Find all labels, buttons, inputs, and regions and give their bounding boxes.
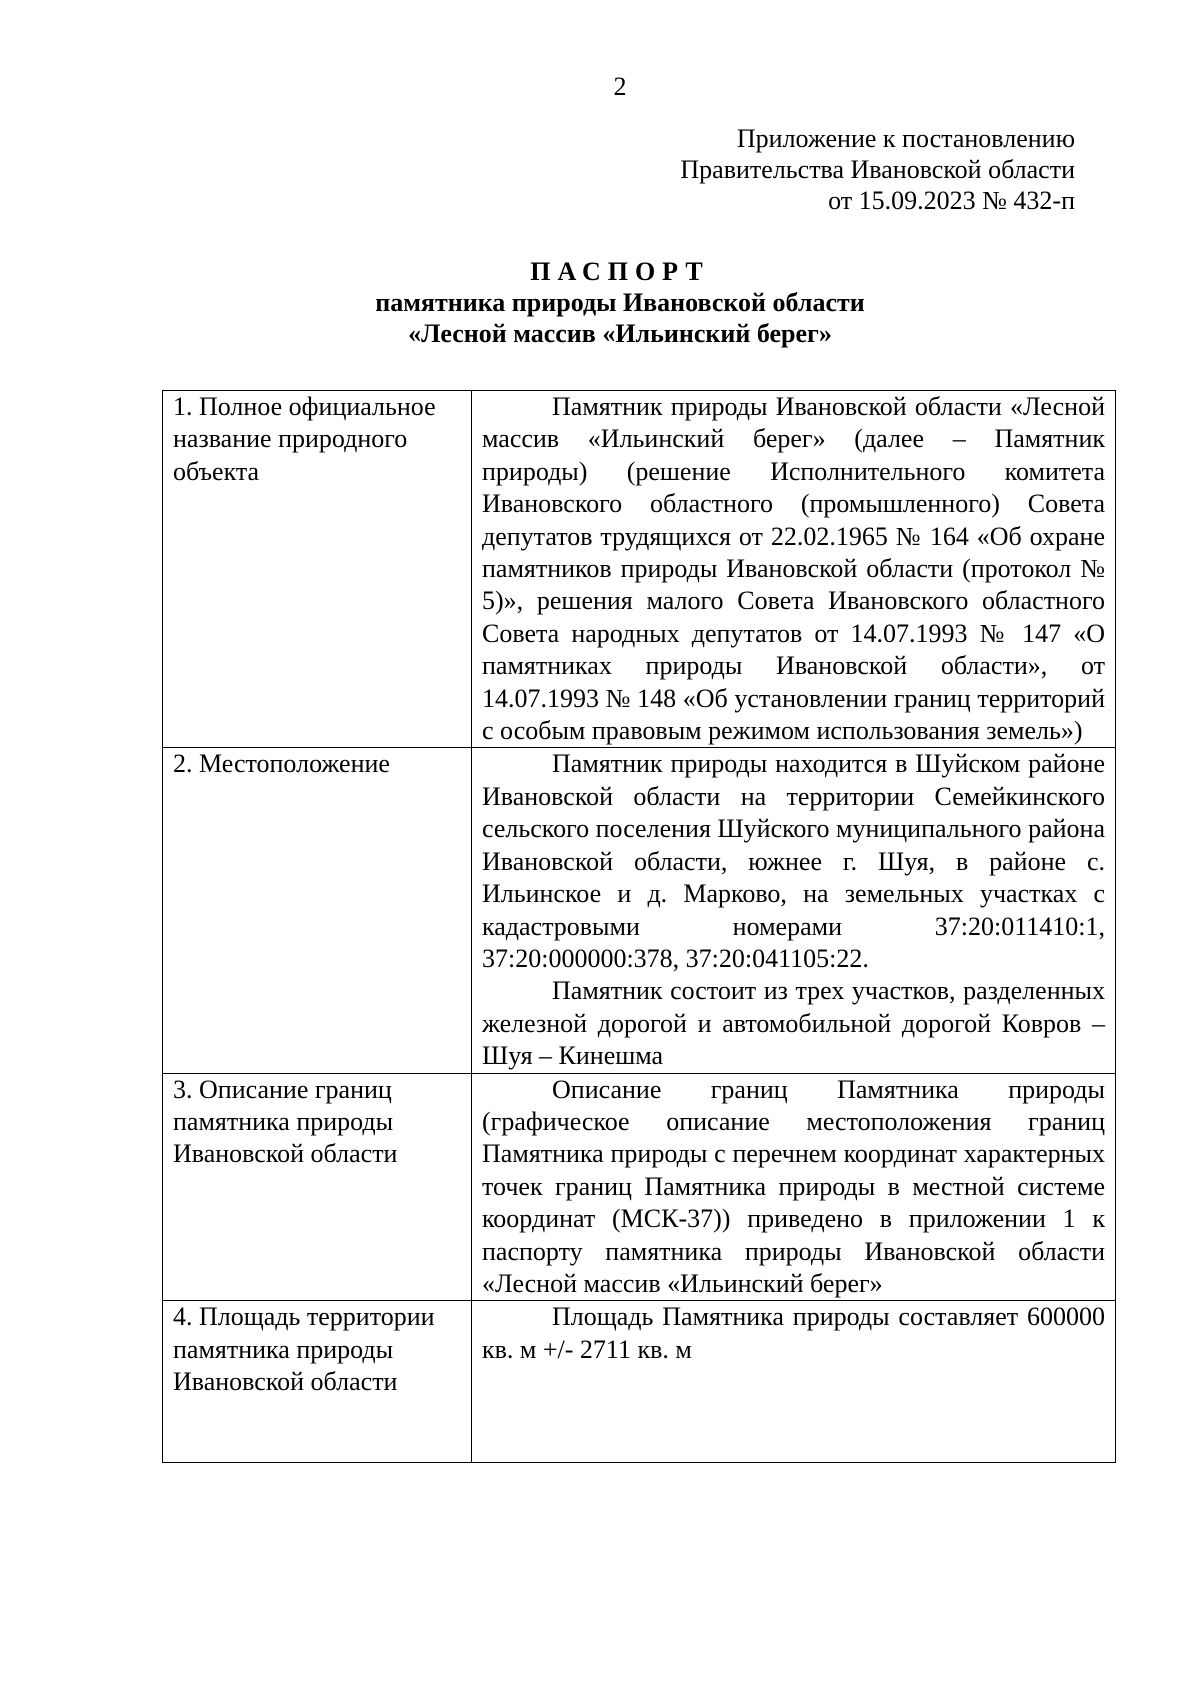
row-paragraph: Описание границ Памятника природы (графическое описание местоположения границ Памятника природы с перечнем координат характерных точек границ Памятника природы в местной системе координат (МСК-37)) приведено в приложении 1 к паспорту памятника природы Ивановской области «Лесной массив «Ильинский берег» (482, 1074, 1105, 1298)
row-label: 1. Полное официальное название природного объекта (163, 391, 472, 748)
row-paragraph: Площадь Памятника природы составляет 600000 кв. м +/- 2711 кв. м (482, 1302, 1118, 1364)
table-row (163, 1301, 1116, 1463)
row-label: 4. Площадь территории памятника природы Ивановской области (163, 1301, 472, 1463)
row-paragraph: Памятник состоит из трех участков, разделенных железной дорогой и автомобильной дорогой Ковров – Шуя – Кинешма (482, 976, 1105, 1071)
title-object-name: «Лесной массив «Ильинский берег» (408, 319, 832, 348)
row-value (472, 1301, 1116, 1463)
row-value (472, 1073, 1116, 1301)
row-paragraph: Памятник природы Ивановской области «Лесной массив «Ильинский берег» (далее – Памятник природы) (решение Исполнительного комитета Ивановского областного (промышленного) Совета депутатов трудящихся от 22.02.1965 № 164 «Об охране памятников природы Ивановской области (протокол № 5)», решения малого Совета Ивановского областного Совета народных депутатов от 14.07.1993 № 147 «О памятниках природы Ивановской области», от 14.07.1993 № 148 «Об установлении границ территорий с особым правовым режимом использования земель») (482, 392, 1105, 746)
row-value (472, 748, 1116, 1073)
table-row (163, 1073, 1116, 1301)
passport-table (162, 390, 1116, 1463)
document-title (0, 256, 1200, 349)
table-row (163, 748, 1116, 1073)
row-label: 3. Описание границ памятника природы Ивановской области (163, 1073, 472, 1301)
row-paragraph: Памятник природы находится в Шуйском районе Ивановской области на территории Семейкинского сельского поселения Шуйского муниципального района Ивановской области, южнее г. Шуя, в районе с. Ильинское и д. Марково, на земельных участках с кадастровыми номерами 37:20:011410:1, 37:20:000000:378, 37:20:041105:22. (482, 749, 1105, 973)
table-row (163, 391, 1116, 748)
title-subtitle: памятника природы Ивановской области (375, 288, 865, 317)
row-label: 2. Местоположение (163, 748, 472, 1073)
appendix-date-line: от 15.09.2023 № 432-п (828, 186, 1075, 215)
appendix-line: Приложение к постановлению (736, 124, 1075, 153)
appendix-header (680, 123, 1075, 216)
title-main: ПАСПОРТ (530, 257, 710, 286)
appendix-line: Правительства Ивановской области (680, 155, 1075, 184)
page-number: 2 (613, 72, 627, 101)
row-value (472, 391, 1116, 748)
